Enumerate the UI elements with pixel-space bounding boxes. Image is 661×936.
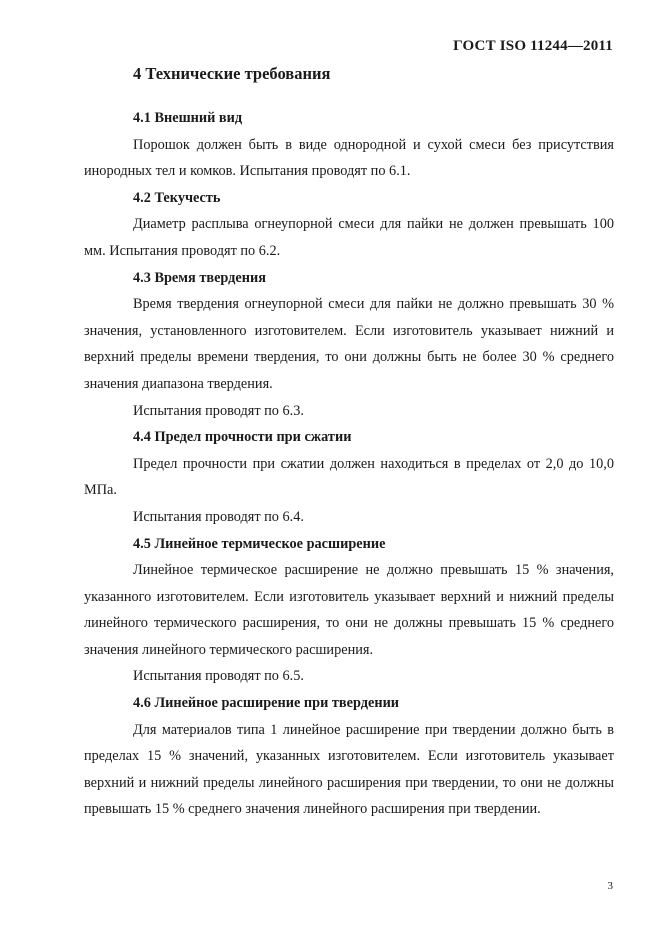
paragraph-4-4-test: Испытания проводят по 6.4. — [133, 508, 304, 525]
subsection-heading-4-5: 4.5 Линейное термическое расширение — [133, 535, 386, 552]
subsection-heading-4-2: 4.2 Текучесть — [133, 189, 221, 206]
paragraph-4-6: Для материалов типа 1 линейное расширение при твердении должно быть в пределах 15 % значений, указанных изготовителем. Если изготовитель указывает верхний и нижний пределы линейного расширения при твердении, то они не должны превышать 15 % среднего значения линейного расширения при твердении. — [84, 721, 614, 818]
paragraph-4-4: Предел прочности при сжатии должен находиться в пределах от 2,0 до 10,0 МПа. — [84, 455, 614, 499]
subsection-heading-4-4: 4.4 Предел прочности при сжатии — [133, 429, 352, 446]
subsection-heading-4-3: 4.3 Время твердения — [133, 269, 266, 286]
section-title: 4 Технические требования — [133, 64, 331, 83]
subsection-heading-4-1: 4.1 Внешний вид — [133, 110, 243, 126]
paragraph-4-5-test: Испытания проводят по 6.5. — [133, 668, 304, 685]
paragraph-4-5: Линейное термическое расширение не должно превышать 15 % значения, указанного изготовителем. Если изготовитель указывает верхний и нижний пределы линейного термического расширения, то они не должны превышать 15 % среднего значения линейного термического расширения. — [84, 562, 614, 658]
paragraph-4-3: Время твердения огнеупорной смеси для пайки не должно превышать 30 % значения, установленного изготовителем. Если изготовитель указывает нижний и верхний пределы времени твердения, то они должны быть не более 30 % среднего значения диапазона твердения. — [84, 296, 614, 392]
paragraph-4-1: Порошок должен быть в виде однородной и сухой смеси без присутствия инородных тел и комков. Испытания проводят по 6.1. — [84, 136, 614, 180]
title-spacer — [84, 86, 614, 105]
paragraph-4-2: Диаметр расплыва огнеупорной смеси для пайки не должен превышать 100 мм. Испытания проводят по 6.2. — [84, 216, 614, 259]
paragraph-4-3-test: Испытания проводят по 6.3. — [133, 402, 304, 419]
page-number: 3 — [607, 880, 613, 892]
document-code-header: ГОСТ ISO 11244—2011 — [453, 38, 613, 54]
subsection-heading-4-6: 4.6 Линейное расширение при твердении — [133, 695, 400, 712]
document-body — [84, 62, 614, 823]
